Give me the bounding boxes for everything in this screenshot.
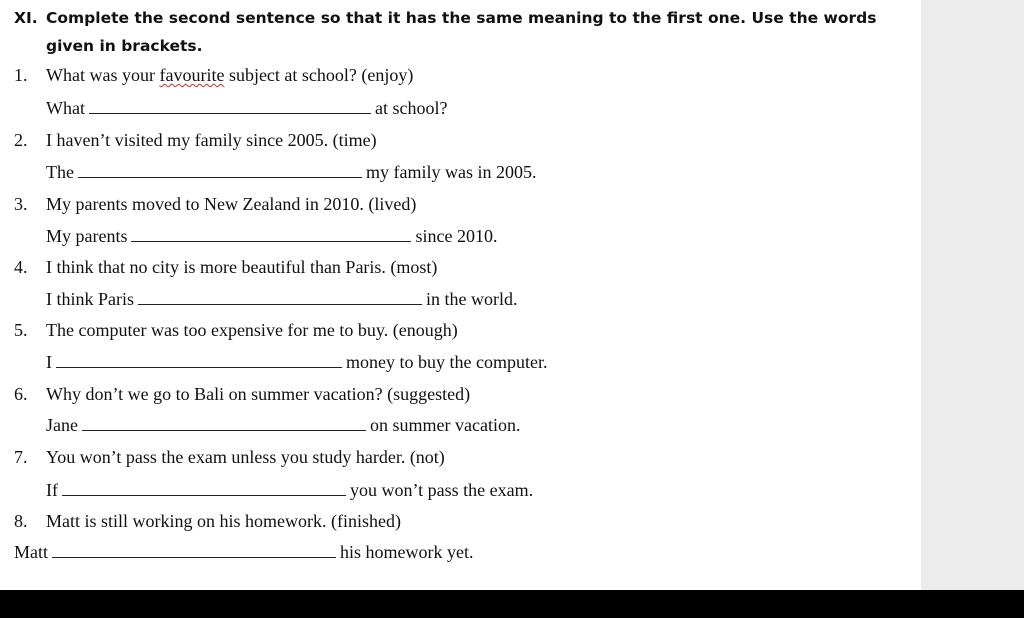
answer-blank[interactable] [52,541,336,558]
answer-blank[interactable] [56,351,342,368]
exercise-heading [14,4,894,60]
answer-line-1: What at school? [46,98,448,118]
question-4: 4. I think that no city is more beautiful than Paris. (most) [14,257,438,277]
answer-line-4: I think Paris in the world. [46,289,518,309]
answer-line-8: Matt his homework yet. [14,542,474,562]
question-3: 3. My parents moved to New Zealand in 2010. (lived) [14,194,417,214]
right-gray-panel [921,0,1024,590]
answer-line-7: If you won’t pass the exam. [46,480,534,500]
instruction-line-2: given in brackets. [46,37,203,55]
exercise-number: XI. [14,9,38,27]
answer-blank[interactable] [62,479,346,496]
answer-line-3: My parents since 2010. [46,226,498,246]
answer-blank[interactable] [82,414,366,431]
answer-blank[interactable] [138,288,422,305]
question-2: 2. I haven’t visited my family since 2005. (time) [14,130,377,150]
question-1: 1. What was your favourite subject at school? (enjoy) [14,65,414,85]
question-7: 7. You won’t pass the exam unless you study harder. (not) [14,447,445,467]
answer-line-6: Jane on summer vacation. [46,415,521,435]
answer-line-5: I money to buy the computer. [46,352,548,372]
spellcheck-word: favourite [159,65,225,85]
instruction-line-1: Complete the second sentence so that it has the same meaning to the first one. Use the words [46,9,877,27]
question-8: 8. Matt is still working on his homework. (finished) [14,511,401,531]
question-6: 6. Why don’t we go to Bali on summer vacation? (suggested) [14,384,471,404]
question-5: 5. The computer was too expensive for me to buy. (enough) [14,320,458,340]
answer-blank[interactable] [131,225,411,242]
answer-line-2: The my family was in 2005. [46,162,537,182]
answer-blank[interactable] [78,161,362,178]
bottom-black-bar [0,590,1024,618]
answer-blank[interactable] [89,97,371,114]
